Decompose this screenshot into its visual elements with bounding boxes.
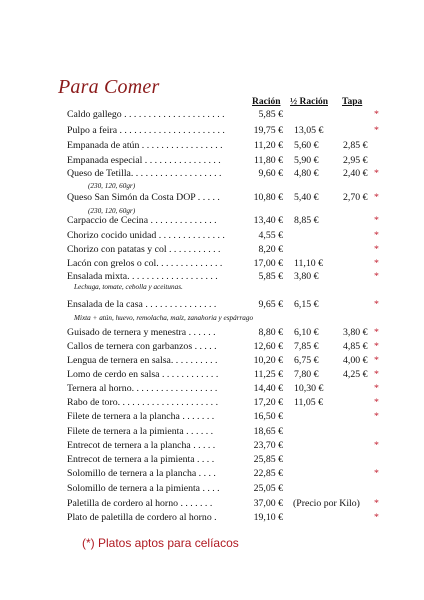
menu-item	[67, 425, 387, 439]
dish-name: Caldo gallego . . . . . . . . . . . . . . . . . . . . .	[67, 109, 225, 120]
celiac-mark: *	[374, 168, 379, 179]
dish-name: Lacón con grelos o col. . . . . . . . . . . . . .	[67, 258, 223, 269]
menu-item	[67, 410, 387, 424]
celiac-mark: *	[374, 230, 379, 241]
dish-name: Chorizo con patatas y col . . . . . . . . . . .	[67, 244, 221, 255]
menu-item	[67, 243, 387, 257]
note-tetilla: (230, 120, 60gr)	[88, 182, 136, 190]
celiac-footnote: (*) Platos aptos para celíacos	[82, 536, 239, 550]
price-racion: 37,00 €	[253, 498, 283, 509]
menu-item	[67, 298, 387, 312]
header-tapa: Tapa	[342, 97, 363, 107]
price-media-racion: 4,80 €	[294, 168, 319, 179]
price-racion: 17,20 €	[253, 397, 283, 408]
menu-item	[67, 340, 387, 354]
price-racion: 11,20 €	[253, 140, 283, 151]
dish-name: Lengua de ternera en salsa. . . . . . . . . .	[67, 355, 218, 366]
dish-name: Chorizo cocido unidad . . . . . . . . . . . . . .	[67, 230, 225, 241]
price-tapa: 4,00 €	[343, 355, 368, 366]
price-racion: 16,50 €	[253, 411, 283, 422]
menu-item	[67, 214, 387, 228]
celiac-mark: *	[374, 355, 379, 366]
dish-name: Ensalada mixta. . . . . . . . . . . . . . . . . . .	[67, 271, 218, 282]
menu-item	[67, 511, 387, 525]
dish-name: Lomo de cerdo en salsa . . . . . . . . . . . .	[67, 369, 219, 380]
dish-name: Filete de ternera a la pimienta . . . . . .	[67, 426, 214, 437]
price-tapa: 4,25 €	[343, 369, 368, 380]
menu-item	[67, 108, 387, 122]
price-media-racion: 10,30 €	[294, 383, 324, 394]
price-media-racion: 6,15 €	[294, 299, 319, 310]
celiac-mark: *	[374, 271, 379, 282]
menu-item	[67, 482, 387, 496]
dish-name: Filete de ternera a la plancha . . . . . . .	[67, 411, 215, 422]
note-ensalada-casa: Mixta + atún, huevo, remolacha, maíz, zanahoria y espárrago	[74, 314, 254, 322]
price-tapa: 2,40 €	[343, 168, 368, 179]
menu-item	[67, 439, 387, 453]
menu-item	[67, 229, 387, 243]
price-racion: 22,85 €	[253, 468, 283, 479]
celiac-mark: *	[374, 244, 379, 255]
celiac-mark: *	[374, 468, 379, 479]
dish-name: Callos de ternera con garbanzos . . . . .	[67, 341, 217, 352]
price-tapa: 2,95 €	[343, 155, 368, 166]
dish-name: Carpaccio de Cecina . . . . . . . . . . . . . .	[67, 215, 217, 226]
menu-item	[67, 497, 387, 511]
celiac-mark: *	[374, 369, 379, 380]
price-media-racion: 7,80 €	[294, 369, 319, 380]
menu-item	[67, 453, 387, 467]
dish-name: Plato de paletilla de cordero al horno .	[67, 512, 217, 523]
menu-item	[67, 191, 387, 205]
menu-item	[67, 167, 387, 181]
menu-item	[67, 382, 387, 396]
price-media-racion: 13,05 €	[294, 125, 324, 136]
price-racion: 14,40 €	[253, 383, 283, 394]
price-racion: 9,65 €	[258, 299, 283, 310]
price-media-racion: 11,05 €	[294, 397, 324, 408]
header-media-racion: ½ Ración	[290, 97, 328, 107]
price-racion: 8,20 €	[258, 244, 283, 255]
celiac-mark: *	[374, 498, 379, 509]
menu-item	[67, 368, 387, 382]
price-media-racion: 7,85 €	[294, 341, 319, 352]
celiac-mark: *	[374, 411, 379, 422]
price-media-racion: 6,75 €	[294, 355, 319, 366]
celiac-mark: *	[374, 299, 379, 310]
celiac-mark: *	[374, 512, 379, 523]
menu-item	[67, 257, 387, 271]
celiac-mark: *	[374, 215, 379, 226]
dish-name: Queso de Tetilla. . . . . . . . . . . . . . . . . . .	[67, 168, 222, 179]
price-media-racion: 5,60 €	[294, 140, 319, 151]
price-racion: 4,55 €	[258, 230, 283, 241]
price-racion: 11,80 €	[253, 155, 283, 166]
price-tapa: 4,85 €	[343, 341, 368, 352]
menu-item	[67, 124, 387, 138]
dish-name: Entrecot de ternera a la pimienta . . . .	[67, 454, 215, 465]
dish-name: Paletilla de cordero al horno . . . . . . .	[67, 498, 213, 509]
menu-item	[67, 139, 387, 153]
page-title: Para Comer	[58, 76, 160, 98]
price-racion: 10,20 €	[253, 355, 283, 366]
menu-item	[67, 154, 387, 168]
price-media-racion: 3,80 €	[294, 271, 319, 282]
price-media-racion: 5,90 €	[294, 155, 319, 166]
celiac-mark: *	[374, 125, 379, 136]
price-tapa: 3,80 €	[343, 327, 368, 338]
price-media-racion: 5,40 €	[294, 192, 319, 203]
price-racion: 10,80 €	[253, 192, 283, 203]
price-media-racion: 11,10 €	[294, 258, 324, 269]
note-san-simon: (230, 120, 60gr)	[88, 207, 136, 215]
celiac-mark: *	[374, 440, 379, 451]
price-racion: 11,25 €	[253, 369, 283, 380]
dish-name: Entrecot de ternera a la plancha . . . . .	[67, 440, 216, 451]
price-racion: 17,00 €	[253, 258, 283, 269]
price-racion: 12,60 €	[253, 341, 283, 352]
dish-name: Empanada de atún . . . . . . . . . . . . . . . . .	[67, 140, 223, 151]
menu-item	[67, 396, 387, 410]
price-racion: 23,70 €	[253, 440, 283, 451]
menu-item	[67, 354, 387, 368]
dish-name: Solomillo de ternera a la plancha . . . .	[67, 468, 216, 479]
dish-name: Queso San Simón da Costa DOP . . . . .	[67, 192, 220, 203]
price-racion: 5,85 €	[258, 109, 283, 120]
celiac-mark: *	[374, 109, 379, 120]
price-racion: 8,80 €	[258, 327, 283, 338]
price-tapa: 2,85 €	[343, 140, 368, 151]
dish-name: Pulpo a feira . . . . . . . . . . . . . . . . . . . . . .	[67, 125, 225, 136]
menu-item	[67, 326, 387, 340]
header-racion: Ración	[252, 97, 281, 107]
price-racion: 5,85 €	[258, 271, 283, 282]
price-racion: 25,85 €	[253, 454, 283, 465]
celiac-mark: *	[374, 383, 379, 394]
celiac-mark: *	[374, 327, 379, 338]
menu-item	[67, 467, 387, 481]
dish-name: Ensalada de la casa . . . . . . . . . . . . . . .	[67, 299, 217, 310]
price-racion: 19,75 €	[253, 125, 283, 136]
dish-name: Rabo de toro. . . . . . . . . . . . . . . . . . . . .	[67, 397, 219, 408]
price-racion: 13,40 €	[253, 215, 283, 226]
price-media-racion: 6,10 €	[294, 327, 319, 338]
dish-name: Guisado de ternera y menestra . . . . . .	[67, 327, 216, 338]
price-racion: 18,65 €	[253, 426, 283, 437]
price-tapa: 2,70 €	[343, 192, 368, 203]
note-ensalada-mixta: Lechuga, tomate, cebolla y aceitunas.	[74, 283, 183, 291]
dish-name: Ternera al horno. . . . . . . . . . . . . . . . . .	[67, 383, 218, 394]
dish-name: Solomillo de ternera a la pimienta . . . .	[67, 483, 220, 494]
price-racion: 19,10 €	[253, 512, 283, 523]
dish-name: Empanada especial . . . . . . . . . . . . . . . .	[67, 155, 221, 166]
price-media-racion: 8,85 €	[294, 215, 319, 226]
price-media-racion: (Precio por Kilo)	[293, 498, 360, 509]
celiac-mark: *	[374, 192, 379, 203]
price-racion: 9,60 €	[258, 168, 283, 179]
price-racion: 25,05 €	[253, 483, 283, 494]
celiac-mark: *	[374, 258, 379, 269]
celiac-mark: *	[374, 341, 379, 352]
celiac-mark: *	[374, 397, 379, 408]
